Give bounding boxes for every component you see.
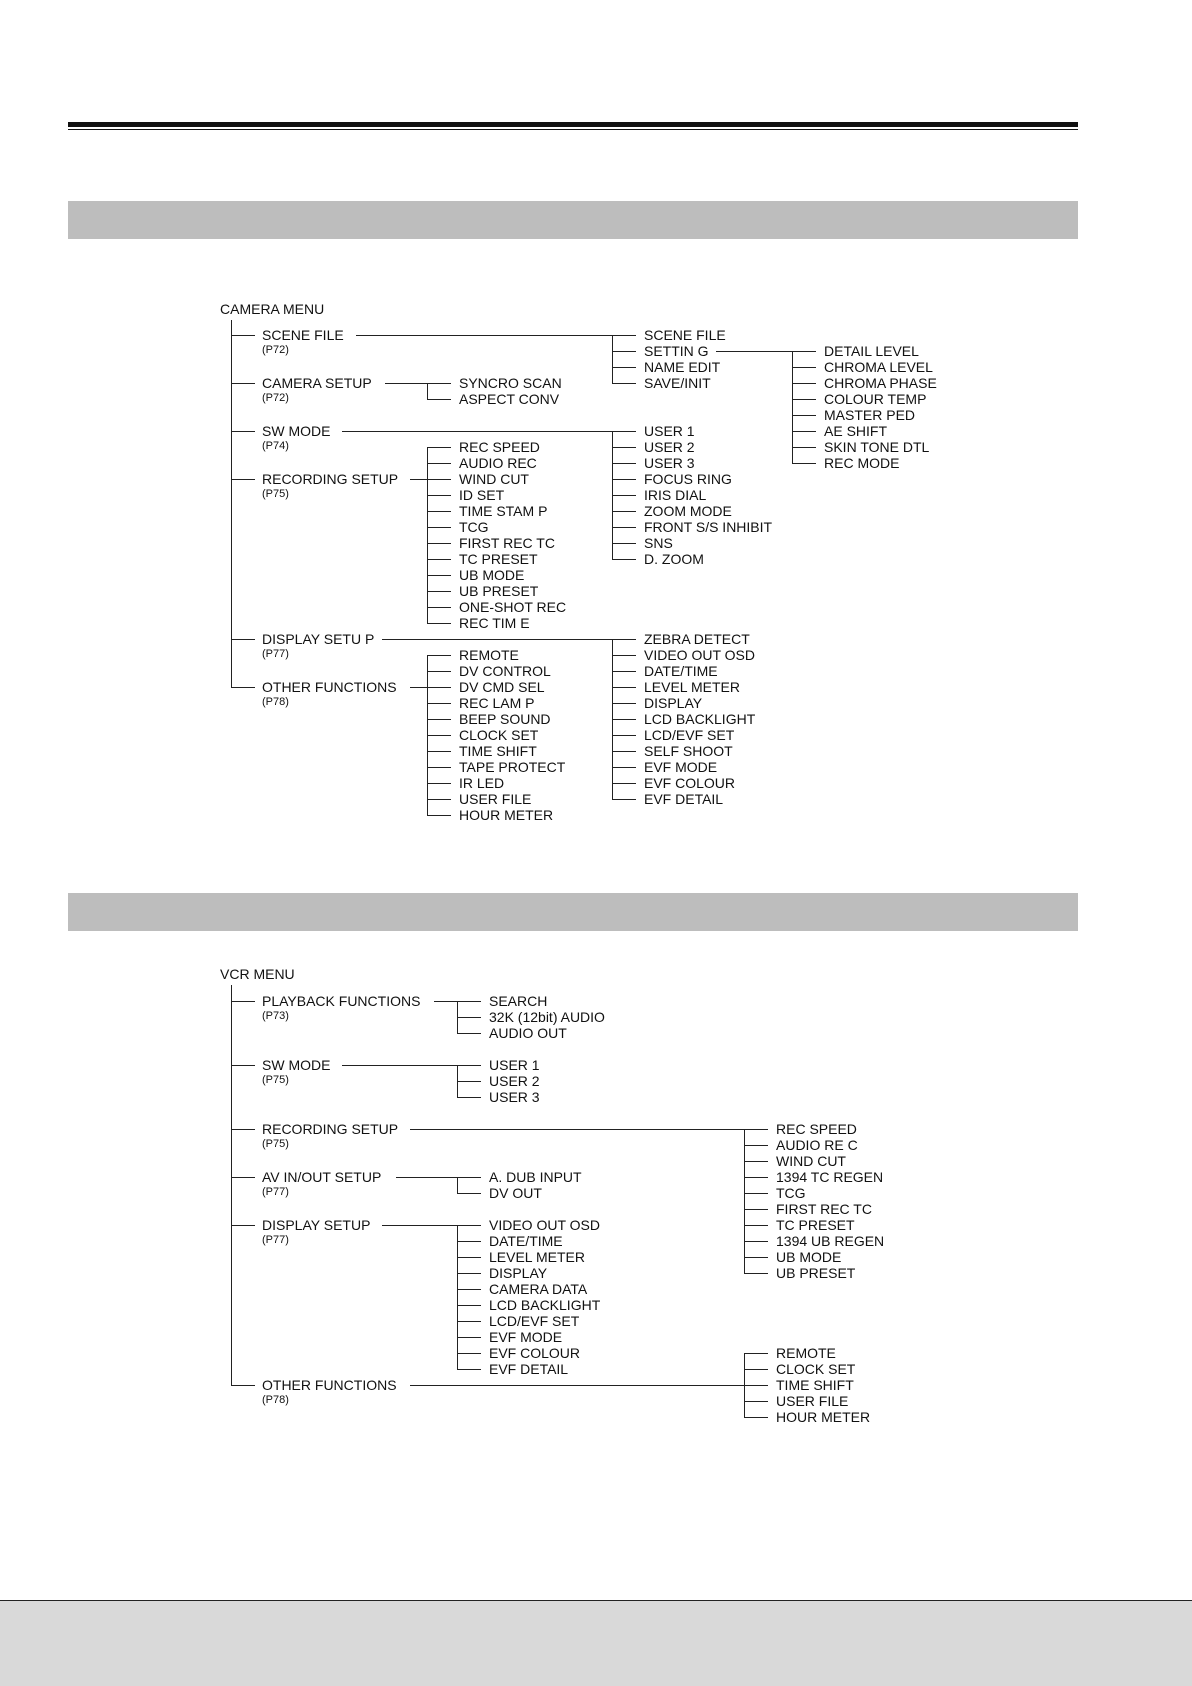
vcr_menu-sw-mode-child-user-1: USER 1 [489,1057,540,1073]
camera_menu-sw-mode-child-zoom-mode: ZOOM MODE [644,503,732,519]
vcr_menu-av-in-out-setup-label: AV IN/OUT SETUP [262,1169,382,1185]
camera_menu-display-setu-p-child-stub [612,655,636,656]
camera_menu-display-setu-p-child-self-shoot: SELF SHOOT [644,743,733,759]
camera_menu-display-setu-p-child-level-meter: LEVEL METER [644,679,740,695]
camera_menu-scene-file-child-scene-file: SCENE FILE [644,327,726,343]
camera_menu-recording-setup-child-stub [427,447,451,448]
camera_menu-scene-file-child-stub [612,351,636,352]
camera_menu-sw-mode-child-front-s-s-inhibit: FRONT S/S INHIBIT [644,519,773,535]
camera_menu-recording-setup-child-time-stam-p: TIME STAM P [459,503,548,519]
vcr_menu-av-in-out-setup-child-trunk [457,1177,458,1194]
camera_menu-sw-mode-child-user-2: USER 2 [644,439,695,455]
vcr_menu-recording-setup-child-trunk [744,1129,745,1274]
camera_menu-recording-setup-child-tcg: TCG [459,519,489,535]
vcr_menu-other-functions-label: OTHER FUNCTIONS [262,1377,397,1393]
vcr_menu-display-setup-child-evf-mode: EVF MODE [489,1329,563,1345]
camera_menu-recording-setup-child-one-shot-rec: ONE-SHOT REC [459,599,567,615]
camera_menu-recording-setup-label: RECORDING SETUP [262,471,399,487]
camera_menu-scene-file-child-settin-g: SETTIN G [644,343,709,359]
camera_menu-sw-mode-child-focus-ring: FOCUS RING [644,471,732,487]
camera_menu-display-setu-p-child-stub [612,719,636,720]
vcr_menu-recording-setup-child-wind-cut: WIND CUT [776,1153,846,1169]
camera_menu-recording-setup-page-ref: (P75) [262,488,289,500]
vcr_menu-display-setup-child-stub [457,1225,481,1226]
camera_menu-display-setu-p-child-stub [612,639,636,640]
camera_menu-scene-file-setting-child-stub [792,351,816,352]
vcr_menu-playback-functions-child-stub [457,1033,481,1034]
camera_menu-other-functions-stub [231,687,255,688]
camera_menu-scene-file-setting-connector [716,351,792,352]
camera_menu-other-functions-child-stub [427,703,451,704]
camera_menu-display-setu-p-child-stub [612,687,636,688]
camera_menu-recording-setup-child-wind-cut: WIND CUT [459,471,529,487]
vcr_menu-recording-setup-child-stub [744,1241,768,1242]
vcr_menu-av-in-out-setup-stub [231,1177,255,1178]
camera_menu-recording-setup-child-stub [427,527,451,528]
camera_menu-other-functions-page-ref: (P78) [262,696,289,708]
camera_menu-recording-setup-stub [231,479,255,480]
camera_menu-recording-setup-child-stub [427,463,451,464]
vcr_menu-other-functions-connector [410,1385,744,1386]
vcr_menu-display-setup-child-stub [457,1273,481,1274]
vcr_menu-display-setup-child-display: DISPLAY [489,1265,548,1281]
vcr_menu-av-in-out-setup-child-stub [457,1177,481,1178]
vcr_menu-other-functions-child-remote: REMOTE [776,1345,836,1361]
camera_menu-recording-setup-child-stub [427,591,451,592]
vcr_menu-sw-mode-label: SW MODE [262,1057,331,1073]
vcr_menu-display-setup-child-stub [457,1353,481,1354]
camera_menu-display-setu-p-child-lcd-backlight: LCD BACKLIGHT [644,711,756,727]
vcr_menu-playback-functions-page-ref: (P73) [262,1010,289,1022]
camera_menu-recording-setup-child-first-rec-tc: FIRST REC TC [459,535,555,551]
camera_menu-camera-setup-child-stub [427,383,451,384]
camera_menu-other-functions-child-hour-meter: HOUR METER [459,807,554,823]
vcr_menu-recording-setup-child-ub-preset: UB PRESET [776,1265,856,1281]
vcr_menu-other-functions-child-stub [744,1369,768,1370]
vcr_menu-display-setup-child-evf-colour: EVF COLOUR [489,1345,581,1361]
vcr_menu-display-setup-child-level-meter: LEVEL METER [489,1249,585,1265]
vcr_menu-playback-functions-stub [231,1001,255,1002]
camera_menu-scene-file-setting-child-stub [792,367,816,368]
camera_menu-sw-mode-child-stub [612,543,636,544]
vcr_menu-other-functions-stub [231,1385,255,1386]
vcr_menu-av-in-out-setup-child-stub [457,1193,481,1194]
vcr_menu-display-setup-child-evf-detail: EVF DETAIL [489,1361,569,1377]
vcr_menu-sw-mode-child-user-3: USER 3 [489,1089,540,1105]
camera_menu-other-functions-child-tape-protect: TAPE PROTECT [459,759,566,775]
camera_menu-display-setu-p-child-stub [612,703,636,704]
camera_menu-display-setu-p-stub [231,639,255,640]
camera_menu-display-setu-p-child-date-time: DATE/TIME [644,663,718,679]
vcr_menu-recording-setup-child-stub [744,1257,768,1258]
camera_menu-recording-setup-child-stub [427,623,451,624]
camera_menu-recording-setup-child-trunk [427,447,428,624]
camera_menu-scene-file-child-save-init: SAVE/INIT [644,375,711,391]
vcr_menu-other-functions-child-stub [744,1417,768,1418]
camera_menu-other-functions-child-clock-set: CLOCK SET [459,727,539,743]
vcr_menu-display-setup-child-trunk [457,1225,458,1370]
camera_menu-scene-file-connector [356,335,612,336]
header-rule-thick [68,122,1078,127]
camera_menu-other-functions-child-stub [427,719,451,720]
camera_menu-display-setu-p-child-stub [612,671,636,672]
camera_menu-display-setu-p-child-stub [612,783,636,784]
camera_menu-other-functions-child-stub [427,671,451,672]
camera_menu-other-functions-label: OTHER FUNCTIONS [262,679,397,695]
camera_menu-recording-setup-child-tc-preset: TC PRESET [459,551,538,567]
vcr_menu-recording-setup-child-1394-ub-regen: 1394 UB REGEN [776,1233,885,1249]
camera_menu-display-setu-p-child-evf-detail: EVF DETAIL [644,791,724,807]
camera_menu-display-setu-p-child-display: DISPLAY [644,695,703,711]
vcr_menu-recording-setup-child-first-rec-tc: FIRST REC TC [776,1201,872,1217]
camera_menu-recording-setup-child-ub-preset: UB PRESET [459,583,539,599]
vcr_menu-display-setup-child-video-out-osd: VIDEO OUT OSD [489,1217,600,1233]
camera_menu-other-functions-child-stub [427,751,451,752]
camera_menu-camera-setup-connector [385,383,427,384]
vcr_menu-main-trunk [231,985,232,1386]
vcr_menu-display-setup-child-stub [457,1321,481,1322]
camera_menu-recording-setup-child-stub [427,575,451,576]
camera_menu-display-setu-p-child-stub [612,751,636,752]
camera_menu-sw-mode-stub [231,431,255,432]
vcr_menu-display-setup-label: DISPLAY SETUP [262,1217,371,1233]
page-footer [0,1600,1192,1686]
vcr_menu-display-setup-child-stub [457,1369,481,1370]
camera_menu-other-functions-child-stub [427,799,451,800]
camera_menu-display-setu-p-child-stub [612,767,636,768]
vcr_menu-recording-setup-label: RECORDING SETUP [262,1121,399,1137]
vcr_menu-display-setup-child-date-time: DATE/TIME [489,1233,563,1249]
camera_menu-sw-mode-child-stub [612,463,636,464]
camera_menu-scene-file-setting-child-stub [792,399,816,400]
camera_menu-scene-file-setting-child-stub [792,463,816,464]
camera_menu-scene-file-stub [231,335,255,336]
camera_menu-camera-setup-stub [231,383,255,384]
vcr_menu-recording-setup-stub [231,1129,255,1130]
camera_menu-sw-mode-child-stub [612,511,636,512]
camera_menu-camera-setup-page-ref: (P72) [262,392,289,404]
vcr_menu-display-setup-child-stub [457,1257,481,1258]
camera_menu-scene-file-setting-child-stub [792,383,816,384]
vcr_menu-recording-setup-child-tcg: TCG [776,1185,806,1201]
camera_menu-recording-setup-child-stub [427,495,451,496]
camera_menu-camera-setup-child-stub [427,399,451,400]
vcr-section-band [68,893,1078,931]
camera_menu-scene-file-setting-child-colour-temp: COLOUR TEMP [824,391,927,407]
camera_menu-display-setu-p-child-evf-colour: EVF COLOUR [644,775,736,791]
vcr_menu-recording-setup-child-ub-mode: UB MODE [776,1249,842,1265]
camera_menu-recording-setup-child-stub [427,607,451,608]
vcr_menu-sw-mode-child-stub [457,1065,481,1066]
vcr_menu-other-functions-child-stub [744,1401,768,1402]
vcr_menu-av-in-out-setup-page-ref: (P77) [262,1186,289,1198]
vcr_menu-recording-setup-child-stub [744,1193,768,1194]
vcr_menu-recording-setup-child-stub [744,1209,768,1210]
vcr_menu-av-in-out-setup-child-a-dub-input: A. DUB INPUT [489,1169,582,1185]
camera_menu-scene-file-setting-child-stub [792,431,816,432]
camera_menu-sw-mode-label: SW MODE [262,423,331,439]
camera_menu-scene-file-child-stub [612,383,636,384]
vcr_menu-recording-setup-child-audio-re-c: AUDIO RE C [776,1137,858,1153]
camera_menu-other-functions-child-remote: REMOTE [459,647,519,663]
camera_menu-recording-setup-child-rec-tim-e: REC TIM E [459,615,530,631]
camera_menu-display-setu-p-child-lcd-evf-set: LCD/EVF SET [644,727,735,743]
camera_menu-sw-mode-child-stub [612,447,636,448]
header-rule-thin [68,129,1078,130]
camera_menu-display-setu-p-page-ref: (P77) [262,648,289,660]
camera_menu-main-trunk [231,320,232,688]
camera_menu-display-setu-p-connector [382,639,612,640]
camera_menu-scene-file-setting-child-stub [792,447,816,448]
vcr_menu-playback-functions-child-audio-out: AUDIO OUT [489,1025,567,1041]
camera_menu-recording-setup-child-ub-mode: UB MODE [459,567,525,583]
camera_menu-other-functions-child-stub [427,783,451,784]
vcr_menu-recording-setup-child-rec-speed: REC SPEED [776,1121,857,1137]
vcr_menu-sw-mode-child-user-2: USER 2 [489,1073,540,1089]
vcr_menu-display-setup-page-ref: (P77) [262,1234,289,1246]
camera_menu-scene-file-label: SCENE FILE [262,327,344,343]
camera_menu-scene-file-setting-child-skin-tone-dtl: SKIN TONE DTL [824,439,930,455]
camera_menu-recording-setup-child-rec-speed: REC SPEED [459,439,540,455]
vcr_menu-other-functions-child-user-file: USER FILE [776,1393,849,1409]
vcr_menu-playback-functions-child-stub [457,1017,481,1018]
vcr_menu-playback-functions-label: PLAYBACK FUNCTIONS [262,993,421,1009]
vcr_menu-other-functions-child-time-shift: TIME SHIFT [776,1377,854,1393]
vcr_menu-recording-setup-child-stub [744,1177,768,1178]
vcr_menu-display-setup-connector [382,1225,457,1226]
camera_menu-sw-mode-child-user-1: USER 1 [644,423,695,439]
camera_menu-scene-file-child-stub [612,335,636,336]
vcr_menu-display-setup-child-lcd-backlight: LCD BACKLIGHT [489,1297,601,1313]
camera_menu-recording-setup-child-stub [427,511,451,512]
vcr_menu-recording-setup-child-tc-preset: TC PRESET [776,1217,855,1233]
vcr_menu-display-setup-child-stub [457,1337,481,1338]
vcr_menu-display-setup-child-lcd-evf-set: LCD/EVF SET [489,1313,580,1329]
camera_menu-recording-setup-connector [410,479,427,480]
camera_menu-recording-setup-child-stub [427,543,451,544]
camera-section-band [68,201,1078,239]
camera_menu-recording-setup-child-stub [427,479,451,480]
camera_menu-sw-mode-page-ref: (P74) [262,440,289,452]
camera_menu-sw-mode-child-user-3: USER 3 [644,455,695,471]
vcr_menu-display-setup-child-stub [457,1289,481,1290]
camera_menu-scene-file-setting-child-stub [792,415,816,416]
vcr_menu-sw-mode-connector [342,1065,457,1066]
camera_menu-other-functions-child-dv-control: DV CONTROL [459,663,551,679]
camera_menu-other-functions-child-rec-lam-p: REC LAM P [459,695,535,711]
camera_menu-other-functions-child-stub [427,767,451,768]
camera_menu-scene-file-child-trunk [612,335,613,384]
vcr_menu-other-functions-child-stub [744,1385,768,1386]
camera_menu-other-functions-child-ir-led: IR LED [459,775,505,791]
vcr_menu-av-in-out-setup-connector [396,1177,457,1178]
camera_menu-camera-setup-child-trunk [427,383,428,400]
vcr_menu-recording-setup-child-stub [744,1145,768,1146]
vcr_menu-recording-setup-child-stub [744,1129,768,1130]
vcr_menu-other-functions-child-hour-meter: HOUR METER [776,1409,871,1425]
vcr_menu-sw-mode-child-stub [457,1097,481,1098]
camera_menu-display-setu-p-child-video-out-osd: VIDEO OUT OSD [644,647,755,663]
vcr_menu-other-functions-child-stub [744,1353,768,1354]
vcr_menu-recording-setup-child-stub [744,1161,768,1162]
camera_menu-display-setu-p-child-stub [612,799,636,800]
camera_menu-sw-mode-connector [342,431,612,432]
camera_menu-sw-mode-child-stub [612,495,636,496]
camera_menu-scene-file-setting-child-chroma-level: CHROMA LEVEL [824,359,933,375]
camera-menu-title: CAMERA MENU [220,301,325,317]
camera_menu-sw-mode-child-stub [612,559,636,560]
camera_menu-recording-setup-child-stub [427,559,451,560]
vcr_menu-sw-mode-child-stub [457,1081,481,1082]
vcr_menu-recording-setup-child-stub [744,1273,768,1274]
vcr_menu-display-setup-child-camera-data: CAMERA DATA [489,1281,588,1297]
vcr_menu-playback-functions-child-search: SEARCH [489,993,548,1009]
camera_menu-scene-file-setting-child-rec-mode: REC MODE [824,455,900,471]
vcr_menu-recording-setup-page-ref: (P75) [262,1138,289,1150]
vcr_menu-display-setup-child-stub [457,1305,481,1306]
camera_menu-display-setu-p-child-stub [612,735,636,736]
camera_menu-camera-setup-label: CAMERA SETUP [262,375,372,391]
camera_menu-scene-file-setting-child-chroma-phase: CHROMA PHASE [824,375,937,391]
vcr_menu-recording-setup-connector [410,1129,744,1130]
camera_menu-display-setu-p-child-evf-mode: EVF MODE [644,759,718,775]
camera_menu-sw-mode-child-stub [612,431,636,432]
camera_menu-other-functions-child-stub [427,815,451,816]
camera_menu-display-setu-p-child-zebra-detect: ZEBRA DETECT [644,631,750,647]
camera_menu-other-functions-child-dv-cmd-sel: DV CMD SEL [459,679,545,695]
camera_menu-scene-file-setting-child-master-ped: MASTER PED [824,407,916,423]
camera_menu-scene-file-setting-child-detail-level: DETAIL LEVEL [824,343,919,359]
camera_menu-camera-setup-child-syncro-scan: SYNCRO SCAN [459,375,562,391]
vcr_menu-other-functions-child-clock-set: CLOCK SET [776,1361,856,1377]
vcr_menu-sw-mode-stub [231,1065,255,1066]
camera_menu-other-functions-child-beep-sound: BEEP SOUND [459,711,551,727]
camera_menu-sw-mode-child-iris-dial: IRIS DIAL [644,487,707,503]
vcr_menu-recording-setup-child-stub [744,1225,768,1226]
vcr_menu-display-setup-stub [231,1225,255,1226]
camera_menu-other-functions-child-stub [427,735,451,736]
vcr_menu-recording-setup-child-1394-tc-regen: 1394 TC REGEN [776,1169,884,1185]
camera_menu-scene-file-page-ref: (P72) [262,344,289,356]
vcr_menu-sw-mode-page-ref: (P75) [262,1074,289,1086]
camera_menu-scene-file-child-name-edit: NAME EDIT [644,359,721,375]
camera_menu-camera-setup-child-aspect-conv: ASPECT CONV [459,391,560,407]
vcr_menu-playback-functions-child-stub [457,1001,481,1002]
vcr_menu-av-in-out-setup-child-dv-out: DV OUT [489,1185,542,1201]
camera_menu-sw-mode-child-stub [612,527,636,528]
vcr-menu-title: VCR MENU [220,966,295,982]
vcr_menu-playback-functions-child-32k-12bit-audio: 32K (12bit) AUDIO [489,1009,605,1025]
camera_menu-other-functions-child-stub [427,687,451,688]
camera_menu-other-functions-child-user-file: USER FILE [459,791,532,807]
vcr_menu-display-setup-child-stub [457,1241,481,1242]
camera_menu-scene-file-child-stub [612,367,636,368]
camera_menu-other-functions-connector [410,687,427,688]
camera_menu-sw-mode-child-stub [612,479,636,480]
camera_menu-other-functions-child-stub [427,655,451,656]
camera_menu-scene-file-setting-child-ae-shift: AE SHIFT [824,423,888,439]
camera_menu-recording-setup-child-audio-rec: AUDIO REC [459,455,537,471]
camera_menu-recording-setup-child-id-set: ID SET [459,487,505,503]
camera_menu-other-functions-child-time-shift: TIME SHIFT [459,743,537,759]
camera_menu-display-setu-p-label: DISPLAY SETU P [262,631,375,647]
camera_menu-sw-mode-child-d-zoom: D. ZOOM [644,551,704,567]
vcr_menu-playback-functions-connector [434,1001,457,1002]
camera_menu-sw-mode-child-sns: SNS [644,535,673,551]
vcr_menu-other-functions-page-ref: (P78) [262,1394,289,1406]
